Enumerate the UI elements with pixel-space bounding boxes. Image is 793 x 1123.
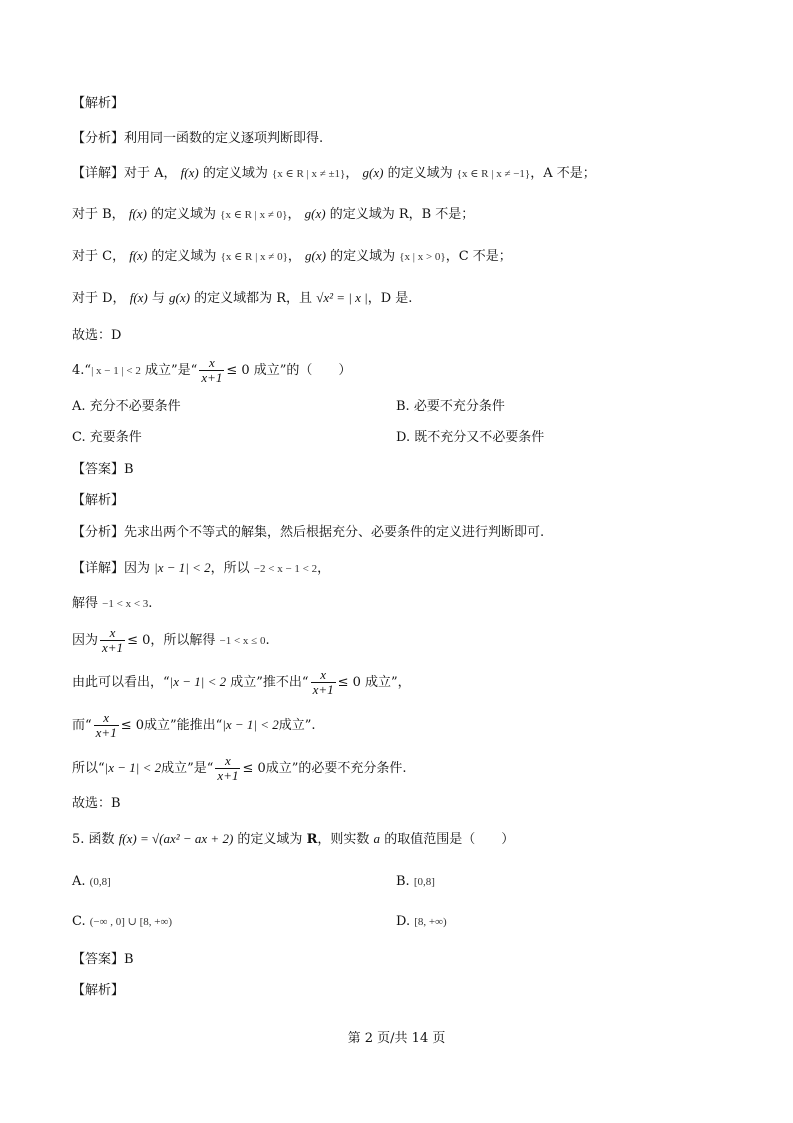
text: . xyxy=(148,596,153,611)
text: 【详解】对于 A， xyxy=(72,166,177,181)
text: 的取值范围是（ ） xyxy=(384,832,515,847)
math-set: {x ∈ R | x ≠ 0} xyxy=(220,251,288,263)
math-abs: |x − 1| < 2 xyxy=(222,717,279,732)
math-gx: g(x) xyxy=(304,206,326,221)
math-fx: f(x) xyxy=(129,248,148,263)
text: ， xyxy=(317,561,331,576)
math-gx: g(x) xyxy=(362,165,384,180)
text: ，所以 xyxy=(210,561,250,576)
option-c-q4[interactable]: C. 充要条件 xyxy=(72,430,142,445)
option-value: [8, +∞) xyxy=(414,916,447,928)
text: 的定义域为 R，B 不是； xyxy=(329,207,475,222)
text: 对于 C， xyxy=(72,249,126,264)
numerator: x xyxy=(320,667,326,682)
question-5 xyxy=(72,830,514,849)
text: 的定义域为 xyxy=(330,249,396,264)
text: 成立”是“ xyxy=(145,363,198,378)
text: ≤ 0 成立”， xyxy=(337,675,411,690)
denominator: x+1 xyxy=(95,725,117,740)
answer-5: 【答案】B xyxy=(72,952,134,967)
math-fraction xyxy=(94,711,119,740)
option-a-q4[interactable]: A. 充分不必要条件 xyxy=(72,399,181,414)
text: 5. 函数 xyxy=(72,832,115,847)
text: 对于 B， xyxy=(72,207,125,222)
jiexi-heading-3: 【解析】 xyxy=(72,983,125,998)
text: ，A 不是； xyxy=(530,166,596,181)
jiexi-heading-2: 【解析】 xyxy=(72,493,125,508)
yinwei-line xyxy=(72,626,270,655)
suoyi-line xyxy=(72,754,407,783)
jiede-line xyxy=(72,595,152,613)
text: 【详解】因为 xyxy=(72,561,151,576)
denominator: x+1 xyxy=(201,370,223,385)
math-function: f(x) = √(ax² − ax + 2) xyxy=(118,831,234,846)
math-ineq: −2 < x − 1 < 2 xyxy=(253,563,318,575)
xiangjie-line-2 xyxy=(72,559,330,578)
math-ineq: −1 < x < 3 xyxy=(102,598,149,610)
math-gx: g(x) xyxy=(305,248,326,263)
option-b-q4[interactable]: B. 必要不充分条件 xyxy=(396,399,505,414)
text: ，则实数 xyxy=(317,832,370,847)
math-fraction xyxy=(311,668,336,697)
math-var: a xyxy=(373,831,381,846)
math-gx: g(x) xyxy=(169,290,190,305)
fenxi-line-2: 【分析】先求出两个不等式的解集，然后根据充分、必要条件的定义进行判断即可. xyxy=(72,525,545,540)
page-footer: 第 2 页/共 14 页 xyxy=(347,1031,446,1046)
math-set: {x | x > 0} xyxy=(399,251,446,263)
denominator: x+1 xyxy=(312,682,334,697)
text: 4.“ xyxy=(72,363,92,378)
math-sqrt: √x² = | x | xyxy=(316,290,368,305)
math-set: {x ∈ R | x ≠ −1} xyxy=(456,168,531,180)
math-set: {x ∈ R | x ≠ ±1} xyxy=(272,168,346,180)
text: ≤ 0成立”能推出“ xyxy=(120,718,223,733)
math-real-set: R xyxy=(306,832,318,847)
math-fx: f(x) xyxy=(128,206,147,221)
youci-line xyxy=(72,668,411,697)
option-value: (−∞ , 0] ∪ [8, +∞) xyxy=(89,916,172,928)
jiexi-heading-1: 【解析】 xyxy=(72,96,125,111)
text: ， xyxy=(345,166,359,181)
option-d-q4[interactable]: D. 既不充分又不必要条件 xyxy=(396,430,545,445)
text: ≤ 0成立”的必要不充分条件. xyxy=(242,761,407,776)
text: 的定义域为 xyxy=(237,832,303,847)
option-c-q5[interactable] xyxy=(72,913,172,931)
text: ≤ 0 成立”的（ ） xyxy=(226,363,352,378)
text: 解得 xyxy=(72,596,99,611)
text: 所以“ xyxy=(72,761,105,776)
text: 而“ xyxy=(72,718,92,733)
option-label: B. xyxy=(396,874,410,889)
option-d-q5[interactable] xyxy=(396,913,447,931)
option-value: (0,8] xyxy=(89,876,111,888)
text: . xyxy=(265,633,270,648)
line-c xyxy=(72,247,512,266)
text: 的定义域都为 R，且 xyxy=(194,291,313,306)
text: 的定义域为 xyxy=(387,166,453,181)
math-fx: f(x) xyxy=(129,290,148,305)
math-fraction xyxy=(215,754,240,783)
text: 成立”推不出“ xyxy=(230,675,309,690)
text: ，D 是. xyxy=(367,291,413,306)
text: ， xyxy=(287,249,301,264)
math-set: {x ∈ R | x ≠ 0} xyxy=(220,209,288,221)
line-d xyxy=(72,289,412,308)
option-b-q5[interactable] xyxy=(396,873,435,891)
er-line xyxy=(72,711,316,740)
xiangjie-line-a xyxy=(72,164,596,183)
numerator: x xyxy=(103,710,110,725)
math-abs: |x − 1| < 2 xyxy=(154,560,211,575)
text: 的定义域为 xyxy=(202,166,268,181)
answer-4: 【答案】B xyxy=(72,462,134,477)
math-abs: |x − 1| < 2 xyxy=(104,760,162,775)
text: ， xyxy=(287,207,301,222)
text: 由此可以看出，“ xyxy=(72,675,170,690)
line-b xyxy=(72,205,474,224)
text: 成立”是“ xyxy=(161,761,214,776)
option-a-q5[interactable] xyxy=(72,873,111,891)
guxuan-2: 故选：B xyxy=(72,796,121,811)
numerator: x xyxy=(208,355,215,370)
text: 因为 xyxy=(72,633,99,648)
math-abs: |x − 1| < 2 xyxy=(169,674,227,689)
math-ineq: −1 < x ≤ 0 xyxy=(219,635,266,647)
math-fraction xyxy=(199,356,224,385)
option-value: [0,8] xyxy=(413,876,435,888)
numerator: x xyxy=(109,625,116,640)
question-4 xyxy=(72,356,351,385)
denominator: x+1 xyxy=(217,768,239,783)
text: 成立”. xyxy=(278,718,316,733)
denominator: x+1 xyxy=(102,640,124,655)
numerator: x xyxy=(225,753,231,768)
text: 的定义域为 xyxy=(151,249,217,264)
option-label: C. xyxy=(72,914,86,929)
option-label: A. xyxy=(72,874,86,889)
fenxi-line-1: 【分析】利用同一函数的定义逐项判断即得. xyxy=(72,131,324,146)
text: ≤ 0，所以解得 xyxy=(127,633,216,648)
option-label: D. xyxy=(396,914,411,929)
math-fraction xyxy=(100,626,125,655)
guxuan-1: 故选：D xyxy=(72,328,122,343)
text: 对于 D， xyxy=(72,291,126,306)
math-abs: | x − 1 | < 2 xyxy=(91,365,141,377)
math-fx: f(x) xyxy=(180,165,199,180)
text: ，C 不是； xyxy=(445,249,512,264)
text: 的定义域为 xyxy=(151,207,217,222)
text: 与 xyxy=(151,291,165,306)
